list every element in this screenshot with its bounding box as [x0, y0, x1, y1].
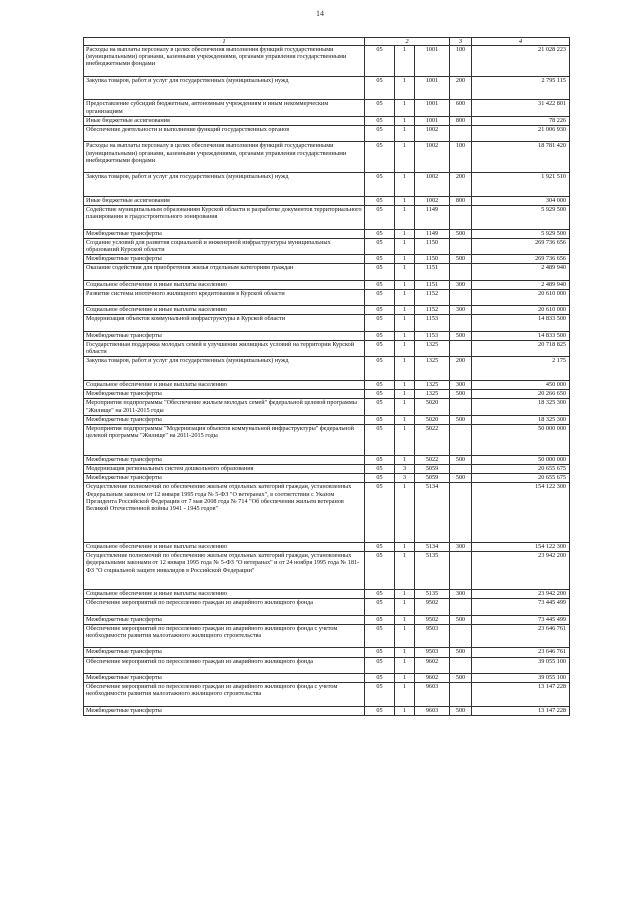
row-name: Расходы на выплаты персоналу в целях обеспечения выполнения функций государственными (муниципальными) органами, казенными учреждениями, органами управления государственными внебюджетными фондами — [84, 142, 365, 173]
row-expense-type — [450, 683, 472, 707]
row-subsection: 1 — [395, 674, 415, 683]
row-subsection: 1 — [395, 648, 415, 657]
row-section: 05 — [365, 483, 395, 543]
row-expense-type — [450, 599, 472, 615]
table-row — [84, 125, 570, 141]
row-section: 05 — [365, 683, 395, 707]
row-amount: 154 122 300 — [472, 542, 570, 551]
row-section: 05 — [365, 331, 395, 340]
row-name: Социальное обеспечение и иные выплаты населению — [84, 542, 365, 551]
row-amount: 78 226 — [472, 116, 570, 125]
row-name: Закупка товаров, работ и услуг для государственных (муниципальных) нужд — [84, 76, 365, 100]
row-expense-type: 300 — [450, 306, 472, 315]
row-section: 05 — [365, 357, 395, 381]
row-section: 05 — [365, 542, 395, 551]
row-target-article: 1150 — [415, 255, 450, 264]
row-name: Модернизация региональных систем дошкольного образования — [84, 464, 365, 473]
row-name: Иные бюджетные ассигнования — [84, 196, 365, 205]
row-section: 05 — [365, 590, 395, 599]
row-amount: 21 028 223 — [472, 46, 570, 77]
row-section: 05 — [365, 615, 395, 624]
row-name: Мероприятия подпрограммы "Обеспечение жильем молодых семей" федеральной целевой программы "Жилище" на 2011-2015 годы — [84, 399, 365, 415]
row-expense-type — [450, 399, 472, 415]
row-subsection: 1 — [395, 341, 415, 357]
row-name: Социальное обеспечение и иные выплаты населению — [84, 280, 365, 289]
table-row — [84, 648, 570, 657]
table-row — [84, 657, 570, 673]
row-subsection: 3 — [395, 464, 415, 473]
row-subsection: 1 — [395, 238, 415, 254]
row-expense-type: 500 — [450, 706, 472, 715]
row-section: 05 — [365, 648, 395, 657]
row-subsection: 1 — [395, 357, 415, 381]
row-amount: 20 610 000 — [472, 289, 570, 305]
row-target-article: 5059 — [415, 474, 450, 483]
row-section: 05 — [365, 100, 395, 116]
row-amount: 269 736 656 — [472, 238, 570, 254]
table-row — [84, 306, 570, 315]
header-col-2: 2 — [365, 38, 450, 46]
row-subsection: 1 — [395, 205, 415, 229]
table-row — [84, 264, 570, 280]
row-name: Осуществление полномочий по обеспечению жильем отдельных категорий граждан, установленных федеральными законами от 12 января 1995 года № 5-ФЗ "О ветеранах" и от 24 ноября 1995 года № 181-ФЗ "О социальной защите инвалидов в Российской Федерации" — [84, 552, 365, 590]
row-section: 05 — [365, 238, 395, 254]
row-target-article: 9603 — [415, 683, 450, 707]
row-section: 05 — [365, 205, 395, 229]
row-name: Межбюджетные трансферты — [84, 674, 365, 683]
row-subsection: 1 — [395, 116, 415, 125]
row-expense-type: 300 — [450, 590, 472, 599]
row-amount: 13 147 228 — [472, 706, 570, 715]
row-section: 05 — [365, 455, 395, 464]
row-subsection: 1 — [395, 542, 415, 551]
row-amount: 14 833 500 — [472, 331, 570, 340]
row-target-article: 1002 — [415, 142, 450, 173]
table-row — [84, 615, 570, 624]
row-expense-type: 500 — [450, 229, 472, 238]
row-amount: 23 646 761 — [472, 624, 570, 648]
row-target-article: 5135 — [415, 552, 450, 590]
row-name: Межбюджетные трансферты — [84, 455, 365, 464]
table-row — [84, 381, 570, 390]
row-expense-type: 500 — [450, 648, 472, 657]
row-target-article: 9503 — [415, 624, 450, 648]
row-subsection: 1 — [395, 46, 415, 77]
table-row — [84, 674, 570, 683]
row-expense-type — [450, 483, 472, 543]
table-row — [84, 341, 570, 357]
row-subsection: 1 — [395, 424, 415, 455]
row-amount: 31 422 801 — [472, 100, 570, 116]
row-section: 05 — [365, 474, 395, 483]
row-target-article: 1151 — [415, 280, 450, 289]
row-amount: 2 175 — [472, 357, 570, 381]
table-row — [84, 315, 570, 331]
table-row — [84, 706, 570, 715]
row-section: 05 — [365, 399, 395, 415]
row-section: 05 — [365, 674, 395, 683]
row-section: 05 — [365, 464, 395, 473]
table-row — [84, 280, 570, 289]
row-target-article: 9602 — [415, 657, 450, 673]
row-amount: 1 921 510 — [472, 173, 570, 197]
row-name: Межбюджетные трансферты — [84, 255, 365, 264]
row-name: Межбюджетные трансферты — [84, 648, 365, 657]
row-target-article: 5020 — [415, 399, 450, 415]
row-expense-type: 100 — [450, 142, 472, 173]
row-section: 05 — [365, 381, 395, 390]
row-expense-type — [450, 289, 472, 305]
table-row — [84, 415, 570, 424]
row-target-article: 9502 — [415, 615, 450, 624]
row-amount: 304 000 — [472, 196, 570, 205]
row-amount: 14 833 500 — [472, 315, 570, 331]
header-col-3: 3 — [450, 38, 472, 46]
row-section: 05 — [365, 116, 395, 125]
table-row — [84, 357, 570, 381]
row-name: Предоставление субсидий бюджетным, автономным учреждениям и иным некоммерческим организациям — [84, 100, 365, 116]
table-row — [84, 474, 570, 483]
row-section: 05 — [365, 390, 395, 399]
row-expense-type: 300 — [450, 542, 472, 551]
row-amount: 39 055 100 — [472, 657, 570, 673]
row-expense-type: 300 — [450, 280, 472, 289]
row-name: Расходы на выплаты персоналу в целях обеспечения выполнения функций государственными (муниципальными) органами, казенными учреждениями, органами управления государственными внебюджетными фондами — [84, 46, 365, 77]
row-target-article: 1325 — [415, 341, 450, 357]
row-expense-type: 500 — [450, 674, 472, 683]
row-subsection: 1 — [395, 125, 415, 141]
row-amount: 23 942 200 — [472, 552, 570, 590]
row-target-article: 1325 — [415, 357, 450, 381]
row-section: 05 — [365, 552, 395, 590]
row-subsection: 1 — [395, 415, 415, 424]
row-section: 05 — [365, 46, 395, 77]
row-amount: 13 147 228 — [472, 683, 570, 707]
row-subsection: 1 — [395, 615, 415, 624]
row-name: Межбюджетные трансферты — [84, 706, 365, 715]
row-amount: 20 610 000 — [472, 306, 570, 315]
row-subsection: 1 — [395, 483, 415, 543]
row-target-article: 1151 — [415, 264, 450, 280]
row-amount: 73 445 499 — [472, 615, 570, 624]
row-subsection: 1 — [395, 331, 415, 340]
row-expense-type: 500 — [450, 390, 472, 399]
row-name: Социальное обеспечение и иные выплаты населению — [84, 590, 365, 599]
row-expense-type: 200 — [450, 357, 472, 381]
row-target-article: 5059 — [415, 464, 450, 473]
row-target-article: 5134 — [415, 542, 450, 551]
row-expense-type — [450, 125, 472, 141]
row-subsection: 1 — [395, 306, 415, 315]
row-target-article: 1002 — [415, 196, 450, 205]
row-section: 05 — [365, 424, 395, 455]
row-amount: 21 006 930 — [472, 125, 570, 141]
table-row — [84, 255, 570, 264]
table-row — [84, 142, 570, 173]
header-col-4: 4 — [472, 38, 570, 46]
budget-table — [83, 37, 570, 716]
row-name: Оказание содействия для приобретения жилья отдельным категориям граждан — [84, 264, 365, 280]
row-subsection: 1 — [395, 173, 415, 197]
row-expense-type: 100 — [450, 46, 472, 77]
row-subsection: 1 — [395, 229, 415, 238]
row-target-article: 1152 — [415, 289, 450, 305]
row-name: Закупка товаров, работ и услуг для государственных (муниципальных) нужд — [84, 173, 365, 197]
row-expense-type: 800 — [450, 196, 472, 205]
table-row — [84, 683, 570, 707]
table-row — [84, 624, 570, 648]
row-subsection: 1 — [395, 100, 415, 116]
row-amount: 20 655 675 — [472, 474, 570, 483]
row-amount: 269 736 656 — [472, 255, 570, 264]
table-row — [84, 205, 570, 229]
table-row — [84, 289, 570, 305]
row-expense-type — [450, 552, 472, 590]
table-row — [84, 76, 570, 100]
row-target-article: 5022 — [415, 424, 450, 455]
row-expense-type — [450, 424, 472, 455]
row-name: Обеспечение мероприятий по переселению граждан из аварийного жилищного фонда с учетом необходимости развития малоэтажного жилищного строительства — [84, 683, 365, 707]
row-expense-type — [450, 264, 472, 280]
row-name: Модернизация объектов коммунальной инфраструктуры в Курской области — [84, 315, 365, 331]
row-expense-type: 500 — [450, 474, 472, 483]
row-target-article: 1002 — [415, 125, 450, 141]
row-expense-type: 500 — [450, 455, 472, 464]
table-row — [84, 173, 570, 197]
row-name: Обеспечение мероприятий по переселению граждан из аварийного жилищного фонда — [84, 599, 365, 615]
row-expense-type: 300 — [450, 381, 472, 390]
row-expense-type: 500 — [450, 331, 472, 340]
row-amount: 50 000 000 — [472, 455, 570, 464]
row-target-article: 1002 — [415, 173, 450, 197]
row-target-article: 1325 — [415, 390, 450, 399]
row-name: Мероприятия подпрограммы "Модернизация объектов коммунальной инфраструктуры" федеральной целевой программы "Жилище" на 2011-2015 годы — [84, 424, 365, 455]
row-amount: 450 000 — [472, 381, 570, 390]
row-name: Закупка товаров, работ и услуг для государственных (муниципальных) нужд — [84, 357, 365, 381]
row-amount: 18 781 420 — [472, 142, 570, 173]
row-name: Межбюджетные трансферты — [84, 415, 365, 424]
row-name: Межбюджетные трансферты — [84, 474, 365, 483]
table-row — [84, 552, 570, 590]
row-expense-type: 600 — [450, 100, 472, 116]
table-row — [84, 464, 570, 473]
row-name: Иные бюджетные ассигнования — [84, 116, 365, 125]
row-subsection: 1 — [395, 315, 415, 331]
row-subsection: 1 — [395, 76, 415, 100]
row-name: Межбюджетные трансферты — [84, 229, 365, 238]
row-expense-type: 200 — [450, 173, 472, 197]
row-expense-type: 200 — [450, 76, 472, 100]
row-section: 05 — [365, 341, 395, 357]
row-subsection: 1 — [395, 255, 415, 264]
row-expense-type: 500 — [450, 415, 472, 424]
row-name: Обеспечение мероприятий по переселению граждан из аварийного жилищного фонда — [84, 657, 365, 673]
row-amount: 39 055 100 — [472, 674, 570, 683]
row-name: Обеспечение деятельности и выполнение функций государственных органов — [84, 125, 365, 141]
row-section: 05 — [365, 599, 395, 615]
row-name: Создание условий для развития социальной и инженерной инфраструктуры муниципальных образований Курской области — [84, 238, 365, 254]
row-target-article: 1001 — [415, 46, 450, 77]
row-target-article: 9602 — [415, 674, 450, 683]
row-target-article: 1001 — [415, 100, 450, 116]
row-section: 05 — [365, 196, 395, 205]
row-subsection: 1 — [395, 552, 415, 590]
row-subsection: 1 — [395, 264, 415, 280]
row-expense-type: 500 — [450, 255, 472, 264]
row-name: Социальное обеспечение и иные выплаты населению — [84, 306, 365, 315]
row-amount: 20 655 675 — [472, 464, 570, 473]
row-section: 05 — [365, 142, 395, 173]
row-name: Межбюджетные трансферты — [84, 331, 365, 340]
row-section: 05 — [365, 264, 395, 280]
row-name: Обеспечение мероприятий по переселению граждан из аварийного жилищного фонда с учетом необходимости развития малоэтажного жилищного строительства — [84, 624, 365, 648]
row-amount: 20 266 650 — [472, 390, 570, 399]
table-row — [84, 542, 570, 551]
row-amount: 50 000 000 — [472, 424, 570, 455]
row-target-article: 1153 — [415, 315, 450, 331]
row-section: 05 — [365, 280, 395, 289]
row-amount: 2 795 115 — [472, 76, 570, 100]
row-subsection: 1 — [395, 289, 415, 305]
table-row — [84, 455, 570, 464]
table-header-row — [84, 38, 570, 46]
row-amount: 23 942 200 — [472, 590, 570, 599]
row-amount: 18 325 300 — [472, 399, 570, 415]
table-row — [84, 196, 570, 205]
row-target-article: 1001 — [415, 76, 450, 100]
table-body — [84, 46, 570, 716]
row-target-article: 1325 — [415, 381, 450, 390]
row-amount: 5 929 500 — [472, 229, 570, 238]
row-expense-type — [450, 464, 472, 473]
table-row — [84, 100, 570, 116]
row-target-article: 1001 — [415, 116, 450, 125]
row-expense-type — [450, 238, 472, 254]
row-amount: 154 122 300 — [472, 483, 570, 543]
row-amount: 20 718 825 — [472, 341, 570, 357]
row-subsection: 1 — [395, 683, 415, 707]
table-row — [84, 599, 570, 615]
row-name: Содействие муниципальным образованиям Курской области в разработке документов территориального планирования и градостроительного зонирования — [84, 205, 365, 229]
row-subsection: 1 — [395, 142, 415, 173]
row-subsection: 1 — [395, 657, 415, 673]
row-target-article: 5020 — [415, 415, 450, 424]
row-amount: 18 325 300 — [472, 415, 570, 424]
page-number: 14 — [316, 9, 324, 18]
row-name: Межбюджетные трансферты — [84, 390, 365, 399]
row-target-article: 9603 — [415, 706, 450, 715]
row-section: 05 — [365, 289, 395, 305]
row-amount: 5 929 500 — [472, 205, 570, 229]
row-target-article: 5022 — [415, 455, 450, 464]
row-name: Межбюджетные трансферты — [84, 615, 365, 624]
row-target-article: 1149 — [415, 229, 450, 238]
row-section: 05 — [365, 125, 395, 141]
row-expense-type — [450, 205, 472, 229]
row-subsection: 1 — [395, 390, 415, 399]
row-subsection: 1 — [395, 624, 415, 648]
row-subsection: 3 — [395, 474, 415, 483]
row-section: 05 — [365, 657, 395, 673]
row-expense-type: 800 — [450, 116, 472, 125]
table-row — [84, 229, 570, 238]
table-row — [84, 331, 570, 340]
row-section: 05 — [365, 706, 395, 715]
table-row — [84, 424, 570, 455]
row-subsection: 1 — [395, 399, 415, 415]
row-amount: 73 445 499 — [472, 599, 570, 615]
row-amount: 2 489 940 — [472, 264, 570, 280]
row-name: Государственная поддержка молодых семей в улучшении жилищных условий на территории Курской области — [84, 341, 365, 357]
row-section: 05 — [365, 173, 395, 197]
row-expense-type — [450, 341, 472, 357]
row-expense-type: 500 — [450, 615, 472, 624]
table-row — [84, 390, 570, 399]
row-target-article: 9502 — [415, 599, 450, 615]
row-section: 05 — [365, 415, 395, 424]
row-target-article: 9503 — [415, 648, 450, 657]
row-name: Социальное обеспечение и иные выплаты населению — [84, 381, 365, 390]
row-subsection: 1 — [395, 381, 415, 390]
row-amount: 23 646 761 — [472, 648, 570, 657]
table-row — [84, 399, 570, 415]
row-section: 05 — [365, 306, 395, 315]
row-section: 05 — [365, 624, 395, 648]
table-row — [84, 238, 570, 254]
table-row — [84, 590, 570, 599]
row-target-article: 1153 — [415, 331, 450, 340]
row-subsection: 1 — [395, 706, 415, 715]
row-name: Развитие системы ипотечного жилищного кредитования в Курской области — [84, 289, 365, 305]
row-section: 05 — [365, 76, 395, 100]
row-target-article: 1150 — [415, 238, 450, 254]
row-target-article: 1149 — [415, 205, 450, 229]
row-subsection: 1 — [395, 196, 415, 205]
table-row — [84, 116, 570, 125]
table-row — [84, 46, 570, 77]
row-subsection: 1 — [395, 280, 415, 289]
row-expense-type — [450, 657, 472, 673]
row-subsection: 1 — [395, 599, 415, 615]
row-target-article: 5134 — [415, 483, 450, 543]
row-target-article: 5135 — [415, 590, 450, 599]
row-section: 05 — [365, 315, 395, 331]
row-expense-type — [450, 315, 472, 331]
header-col-1: 1 — [84, 38, 365, 46]
row-expense-type — [450, 624, 472, 648]
row-subsection: 1 — [395, 455, 415, 464]
row-target-article: 1152 — [415, 306, 450, 315]
row-section: 05 — [365, 255, 395, 264]
row-amount: 2 489 940 — [472, 280, 570, 289]
row-name: Осуществление полномочий по обеспечению жильем отдельных категорий граждан, установленных Федеральным законом от 12 января 1995 года № 5-ФЗ "О ветеранах", в соответствии с Указом Президента Российской Федерации от 7 мая 2008 года № 714 "Об обеспечении жильем ветеранов Великой Отечественной войны 1941 - 1945 годов" — [84, 483, 365, 543]
row-section: 05 — [365, 229, 395, 238]
table-row — [84, 483, 570, 543]
row-subsection: 1 — [395, 590, 415, 599]
